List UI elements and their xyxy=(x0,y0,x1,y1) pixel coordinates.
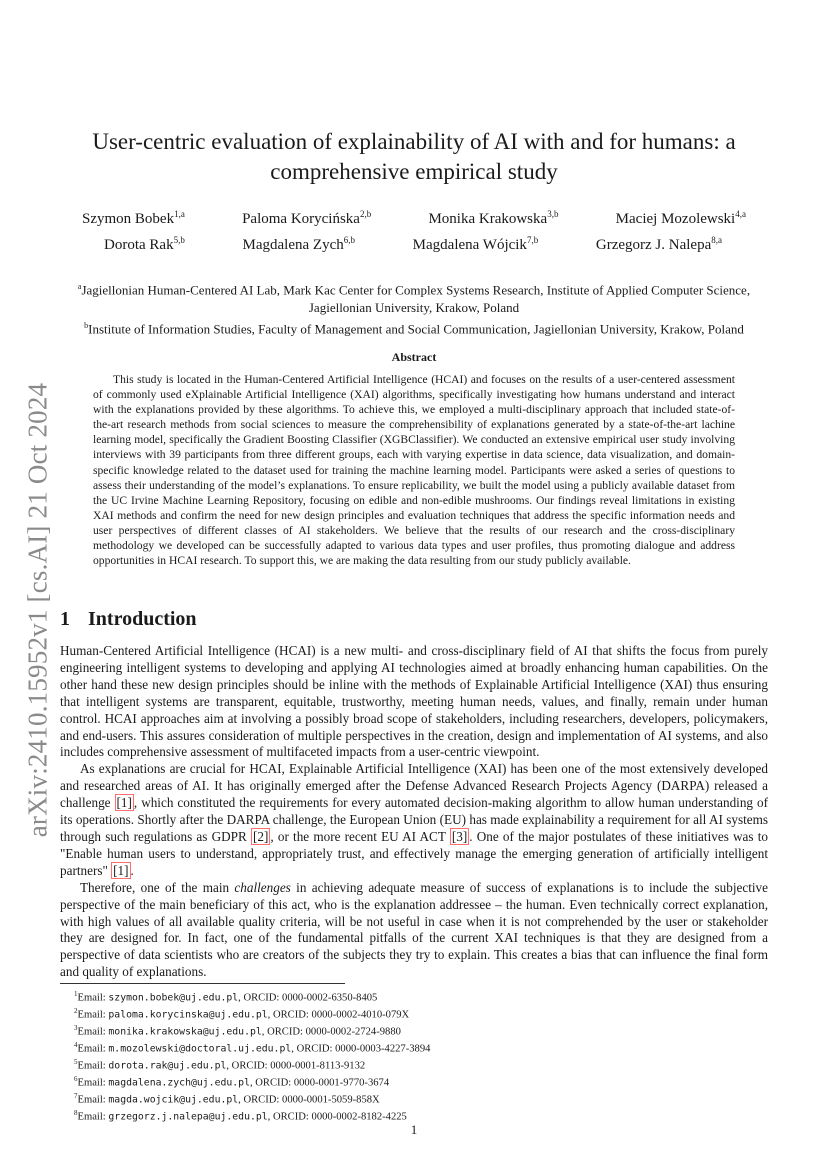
footnote: $^1$Email: szymon.bobek@uj.edu.pl, ORCID: 0000-0002-6350-8405 xyxy=(74,990,378,1004)
paragraph: As explanations are crucial for HCAI, Explainable Artificial Intelligence (XAI) has been one of the most extensively developed and researched areas of AI. It has originally emerged after the Defense Advanced Research Projects Agency (DARPA) released a challenge [1] , which constituted the requirements for every automated decision-making algorithm to allow human understanding of its operations. Shortly after the DARPA challenge, the European Union (EU) has made explainability a requirement for all AI systems through such regulations as GDPR [2] , or the more recent EU AI ACT [3] . One of the major postulates of these initiatives was to "Enable human users to understand, appropriately trust, and effectively manage the emerging generation of artificially intelligent partners" [1] . xyxy=(60,761,768,878)
paragraph: Therefore, one of the main challenges in achieving adequate measure of success of explanations is to include the subjective perspective of the main beneficiary of this act, who is the explanation addressee – the human. Even technically correct explanation, with high values of all available quality criteria, will be not useful in case when it is not comprehended by the user or stakeholder they are designed for. In fact, one of the fundamental pitfalls of the current XAI techniques is that they are designed from a perspective of data scientists who are creators of the subjects they try to explain. This creates a bias that can influence the final form and quality of explanations. xyxy=(60,879,769,980)
email-address: magdalena.zych@uj.edu.pl xyxy=(108,1077,250,1089)
footnote: $^3$Email: monika.krakowska@uj.edu.pl, ORCID: 0000-0002-2724-9880 xyxy=(74,1023,401,1038)
author: Dorota Rak$^{5,b}$ xyxy=(104,235,185,253)
author: Magdalena Wójcik$^{7,b}$ xyxy=(412,235,539,253)
section-body xyxy=(60,643,768,981)
footnote-divider xyxy=(60,983,345,984)
arxiv-identifier: arXiv:2410.15952v1 [cs.AI] 21 Oct 2024 xyxy=(22,382,53,838)
email-address: szymon.bobek@uj.edu.pl xyxy=(108,992,239,1004)
section-heading: 1 Introduction xyxy=(60,608,197,630)
arxiv-sidebar-stamp xyxy=(18,370,58,850)
affiliations xyxy=(60,278,768,339)
footnotes xyxy=(74,988,764,1124)
citation-link[interactable]: [3] xyxy=(451,828,468,844)
footnote: $^2$Email: paloma.korycinska@uj.edu.pl, ORCID: 0000-0002-4010-079X xyxy=(74,1006,410,1021)
footnote: $^8$Email: grzegorz.j.nalepa@uj.edu.pl, ORCID: 0000-0002-8182-4225 xyxy=(74,1108,407,1123)
footnote: $^5$Email: dorota.rak@uj.edu.pl, ORCID: 0000-0001-8113-9132 xyxy=(74,1057,366,1072)
author-row-1 xyxy=(60,204,768,230)
author: Maciej Mozolewski$^{4,a}$ xyxy=(615,209,746,227)
email-address: m.mozolewski@doctoral.uj.edu.pl xyxy=(108,1043,292,1055)
citation-link[interactable]: [1] xyxy=(116,795,132,811)
citation-link[interactable]: [1] xyxy=(113,862,129,878)
email-address: monika.krakowska@uj.edu.pl xyxy=(108,1026,262,1038)
footnote: $^6$Email: magdalena.zych@uj.edu.pl, ORCID: 0000-0001-9770-3674 xyxy=(74,1074,390,1089)
footnote: $^7$Email: magda.wojcik@uj.edu.pl, ORCID: 0000-0001-5059-858X xyxy=(74,1091,380,1106)
email-address: dorota.rak@uj.edu.pl xyxy=(108,1060,227,1072)
email-address: magda.wojcik@uj.edu.pl xyxy=(108,1094,239,1106)
abstract-heading: Abstract xyxy=(391,350,437,364)
paper-title: User-centric evaluation of explainability of AI with and for humans: a comprehensive empirical study xyxy=(92,129,736,184)
email-address: paloma.korycinska@uj.edu.pl xyxy=(108,1009,268,1021)
author: Paloma Korycińska$^{2,b}$ xyxy=(242,209,372,227)
affiliation: $^a$Jagiellonian Human-Centered AI Lab, Mark Kac Center for Complex Systems Research, Institute of Applied Computer Science, Jagiellonian University, Krakow, Poland xyxy=(77,282,751,316)
email-address: grzegorz.j.nalepa@uj.edu.pl xyxy=(108,1111,268,1123)
footnote: $^4$Email: m.mozolewski@doctoral.uj.edu.pl, ORCID: 0000-0003-4227-3894 xyxy=(74,1040,431,1055)
author: Szymon Bobek$^{1,a}$ xyxy=(82,209,185,227)
author-list xyxy=(60,204,768,256)
paragraph: Human-Centered Artificial Intelligence (HCAI) is a new multi- and cross-disciplinary field of AI that shifts the focus from purely engineering intelligent systems to developing and applying AI technologies aimed at broadly enhancing human capabilities. On the other hand these new design principles should be inline with the methods of Explainable Artificial Intelligence (XAI) thus ensuring that intelligent systems are transparent, equitable, trustworthy, meeting human needs, values, and finally, remain under human control. HCAI approaches aim at involving a possibly broad scope of stakeholders, including researchers, developers, policymakers, and end-users. This assures consideration of multiple perspectives in the creation, design and implementation of AI systems, and also includes comprehensive assessment of multifaceted impacts from a user-centric viewpoint. xyxy=(60,643,768,760)
page-number: 1 xyxy=(410,1122,418,1137)
author: Grzegorz J. Nalepa$^{8,a}$ xyxy=(595,235,722,253)
abstract-text: This study is located in the Human-Centered Artificial Intelligence (HCAI) and focuses on the results of a user-centered assessment of commonly used eXplainable Artificial Intelligence (XAI) algorithms, specifically investigating how humans understand and interact with the explanations provided by these algorithms. To achieve this, we employed a multi-disciplinary approach that included state-of-the-art research methods from social sciences to measure the comprehensibility of explanations generated by a state-of-the-art lachine learning model, specifically the Gradient Boosting Classifier (XGBClassifier). We conducted an extensive empirical user study involving interviews with 39 participants from three different groups, each with varying expertise in data science, data visualization, and domain-specific knowledge related to the dataset used for training the machine learning model. Participants were asked a series of questions to assess their understanding of the model’s explanations. To ensure replicability, we built the model using a publicly available dataset from the UC Irvine Machine Learning Repository, focusing on edible and non-edible mushrooms. Our findings reveal limitations in existing XAI methods and confirm the need for new design principles and evaluation techniques that address the specific information needs and user perspectives of different classes of AI stakeholders. We believe that the results of our research and the cross-disciplinary methodology we developed can be successfully adapted to various data types and user profiles, thus promoting dialogue and address opportunities in HCAI research. To support this, we are making the data resulting from our study publicly available. xyxy=(93,373,735,568)
affiliation: $^b$Institute of Information Studies, Faculty of Management and Social Communication, Jagiellonian University, Krakow, Poland xyxy=(84,321,744,337)
author-row-2 xyxy=(60,230,768,256)
author: Monika Krakowska$^{3,b}$ xyxy=(428,209,559,227)
citation-link[interactable]: [2] xyxy=(252,828,269,844)
author: Magdalena Zych$^{6,b}$ xyxy=(242,235,355,253)
